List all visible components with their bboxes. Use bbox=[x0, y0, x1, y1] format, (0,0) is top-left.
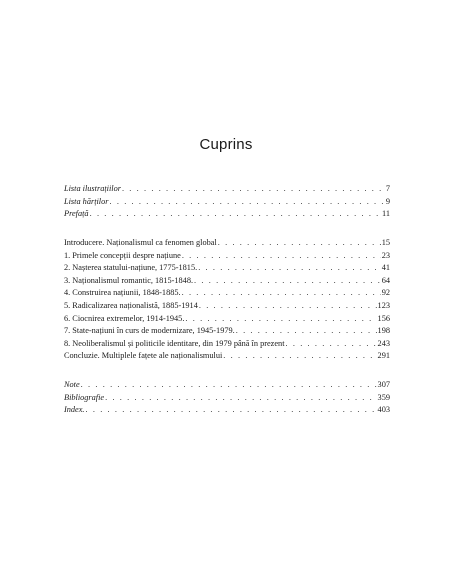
toc-entry-label: Lista ilustrațiilor bbox=[64, 184, 121, 193]
leader-dots bbox=[105, 392, 376, 405]
toc-entry-page: 15 bbox=[381, 238, 390, 247]
toc-entry-page: 64 bbox=[381, 275, 390, 285]
toc-entry-page: 92 bbox=[381, 288, 390, 298]
leader-dots bbox=[182, 250, 381, 263]
toc-entry-page: 291 bbox=[377, 351, 390, 361]
toc-entry-label: Concluzie. Multiplele fațete ale naționalismului bbox=[64, 351, 223, 361]
leader-dots bbox=[199, 300, 377, 313]
toc-entry-label: Introducere. Naționalismul ca fenomen global bbox=[64, 238, 217, 247]
toc-entry-chapter-6 bbox=[64, 313, 390, 326]
toc-entry-label: Index. bbox=[64, 405, 85, 415]
toc-entry-page: 403 bbox=[377, 405, 390, 415]
toc-entry-chapter-2 bbox=[64, 262, 390, 275]
toc-entry-label: 7. State-națiuni în curs de modernizare, 1945-1979. bbox=[64, 326, 235, 336]
leader-dots bbox=[286, 338, 377, 351]
toc-entry-page: 359 bbox=[377, 392, 390, 402]
toc-chapters bbox=[64, 237, 390, 363]
toc-entry-page: 243 bbox=[377, 338, 390, 348]
leader-dots bbox=[198, 262, 381, 275]
toc-entry-label: 5. Radicalizarea naționalistă, 1885-1914 bbox=[64, 300, 198, 310]
toc-entry-preface bbox=[64, 208, 390, 221]
toc-entry-label: Prefață bbox=[64, 209, 89, 219]
page-title: Cuprins bbox=[199, 136, 253, 153]
toc-entry-chapter-3 bbox=[64, 275, 390, 288]
toc-entry-page: 9 bbox=[385, 196, 390, 206]
toc-entry-list-of-maps bbox=[64, 196, 390, 209]
leader-dots bbox=[110, 196, 385, 209]
toc-entry-conclusion bbox=[64, 350, 390, 363]
leader-dots bbox=[122, 183, 385, 196]
toc-entry-label: 3. Naționalismul romantic, 1815-1848. bbox=[64, 275, 194, 285]
leader-dots bbox=[81, 379, 377, 392]
toc-entry-list-of-illustrations bbox=[64, 183, 390, 196]
leader-dots bbox=[194, 275, 381, 288]
toc-entry-label: 8. Neoliberalismul și politicile identitare, din 1979 până în prezent bbox=[64, 338, 285, 348]
toc-entry-notes bbox=[64, 379, 390, 392]
toc-entry-label: Bibliografie bbox=[64, 392, 105, 402]
toc-entry-chapter-5 bbox=[64, 300, 390, 313]
toc-entry-page: 123 bbox=[377, 300, 390, 310]
toc-entry-chapter-8 bbox=[64, 338, 390, 351]
toc-entry-introduction bbox=[64, 237, 390, 250]
toc-entry-label: 1. Primele concepții despre națiune bbox=[64, 250, 181, 260]
toc-entry-label: Note bbox=[64, 380, 80, 389]
toc-entry-page: 11 bbox=[382, 209, 390, 219]
toc-entry-label: 6. Ciocnirea extremelor, 1914-1945. bbox=[64, 313, 185, 323]
leader-dots bbox=[223, 350, 376, 363]
toc-entry-page: 7 bbox=[385, 184, 390, 193]
toc-entry-page: 41 bbox=[381, 263, 390, 273]
leader-dots bbox=[218, 237, 381, 250]
toc-entry-bibliography bbox=[64, 392, 390, 405]
toc-entry-label: 2. Nașterea statului-națiune, 1775-1815. bbox=[64, 263, 198, 273]
toc-front-matter bbox=[64, 183, 390, 221]
toc-entry-label: Lista hărților bbox=[64, 196, 109, 206]
toc-entry-index bbox=[64, 404, 390, 417]
leader-dots bbox=[185, 313, 376, 326]
toc-entry-label: 4. Construirea națiunii, 1848-1885. bbox=[64, 288, 181, 298]
leader-dots bbox=[236, 325, 377, 338]
toc-entry-page: 307 bbox=[377, 380, 390, 389]
toc-entry-page: 198 bbox=[377, 326, 390, 336]
leader-dots bbox=[90, 208, 381, 221]
toc-entry-chapter-1 bbox=[64, 250, 390, 263]
toc-entry-page: 156 bbox=[377, 313, 390, 323]
leader-dots bbox=[86, 404, 377, 417]
toc-entry-chapter-7 bbox=[64, 325, 390, 338]
toc-entry-chapter-4 bbox=[64, 287, 390, 300]
toc-back-matter bbox=[64, 379, 390, 417]
leader-dots bbox=[182, 287, 381, 300]
toc-entry-page: 23 bbox=[381, 250, 390, 260]
